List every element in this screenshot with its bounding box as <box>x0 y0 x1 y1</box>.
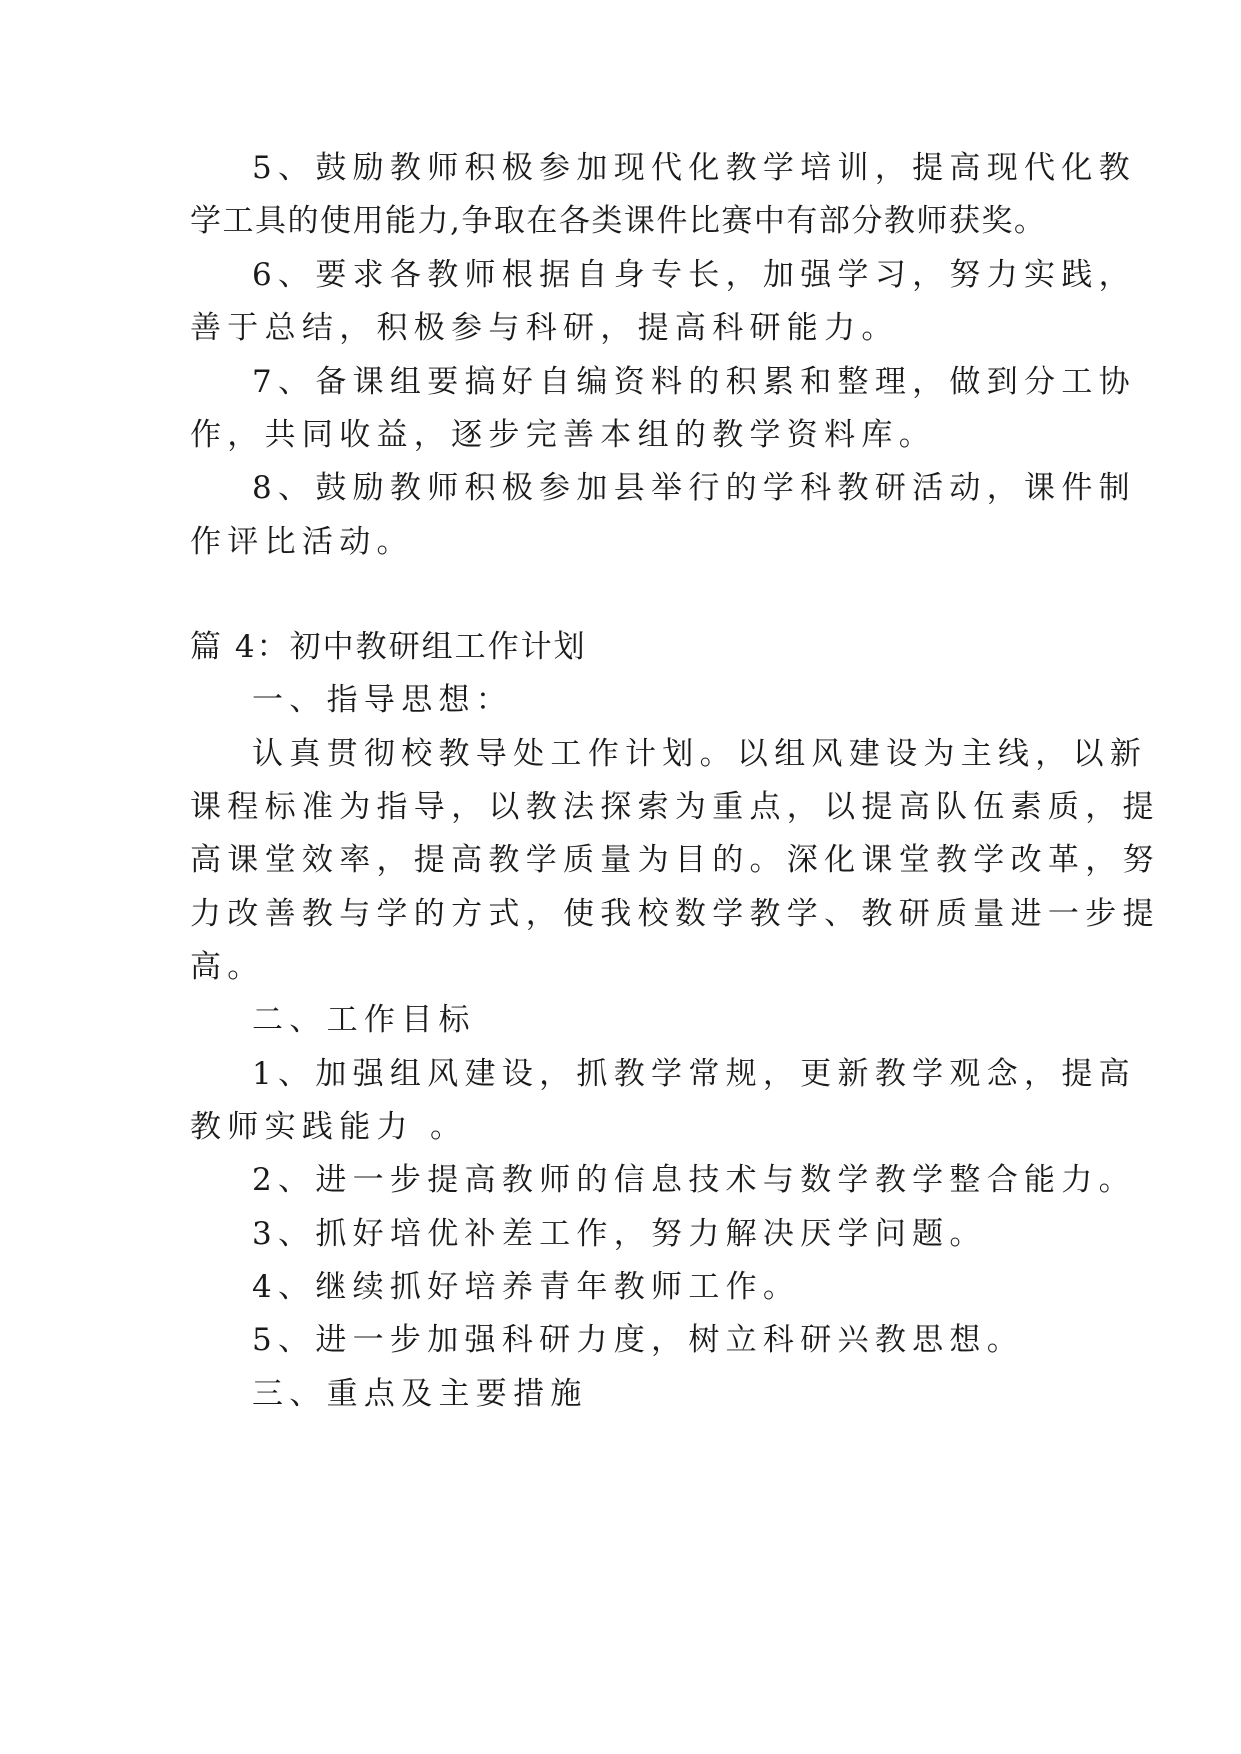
list-item: 3、抓好培优补差工作，努力解决厌学问题。 <box>252 1216 987 1252</box>
list-item: 4、继续抓好培养青年教师工作。 <box>252 1269 801 1305</box>
paragraph-line: 高课堂效率，提高教学质量为目的。深化课堂教学改革，努 <box>190 842 1160 878</box>
list-item: 2、进一步提高教师的信息技术与数学教学整合能力。 <box>252 1162 1136 1198</box>
paragraph-line: 作评比活动。 <box>190 524 414 560</box>
list-item: 5、进一步加强科研力度，树立科研兴教思想。 <box>252 1322 1025 1358</box>
paragraph-line: 课程标准为指导，以教法探索为重点，以提高队伍素质，提 <box>190 789 1160 825</box>
paragraph-line: 1、加强组风建设，抓教学常规，更新教学观念，提高 <box>252 1056 1136 1092</box>
paragraph-line: 高。 <box>190 949 265 985</box>
section-heading: 篇 4：初中教研组工作计划 <box>190 629 587 665</box>
paragraph-line: 力改善教与学的方式，使我校数学教学、教研质量进一步提 <box>190 896 1160 932</box>
paragraph-line: 5、鼓励教师积极参加现代化教学培训，提高现代化教 <box>252 150 1136 186</box>
paragraph-line: 7、备课组要搞好自编资料的积累和整理，做到分工协 <box>252 364 1136 400</box>
paragraph-line: 认真贯彻校教导处工作计划。以组风建设为主线，以新 <box>252 736 1148 772</box>
paragraph-line: 学工具的使用能力,争取在各类课件比赛中有部分教师获奖。 <box>190 203 1047 239</box>
paragraph-line: 善于总结，积极参与科研，提高科研能力。 <box>190 310 899 346</box>
paragraph-line: 作，共同收益，逐步完善本组的教学资料库。 <box>190 417 936 453</box>
subsection-heading: 一、指导思想： <box>252 682 514 718</box>
paragraph-line: 教师实践能力 。 <box>190 1109 468 1145</box>
paragraph-line: 6、要求各教师根据自身专长，加强学习，努力实践， <box>252 257 1136 293</box>
paragraph-line: 8、鼓励教师积极参加县举行的学科教研活动，课件制 <box>252 470 1136 506</box>
subsection-heading: 三、重点及主要措施 <box>252 1376 588 1412</box>
subsection-heading: 二、工作目标 <box>252 1002 476 1038</box>
